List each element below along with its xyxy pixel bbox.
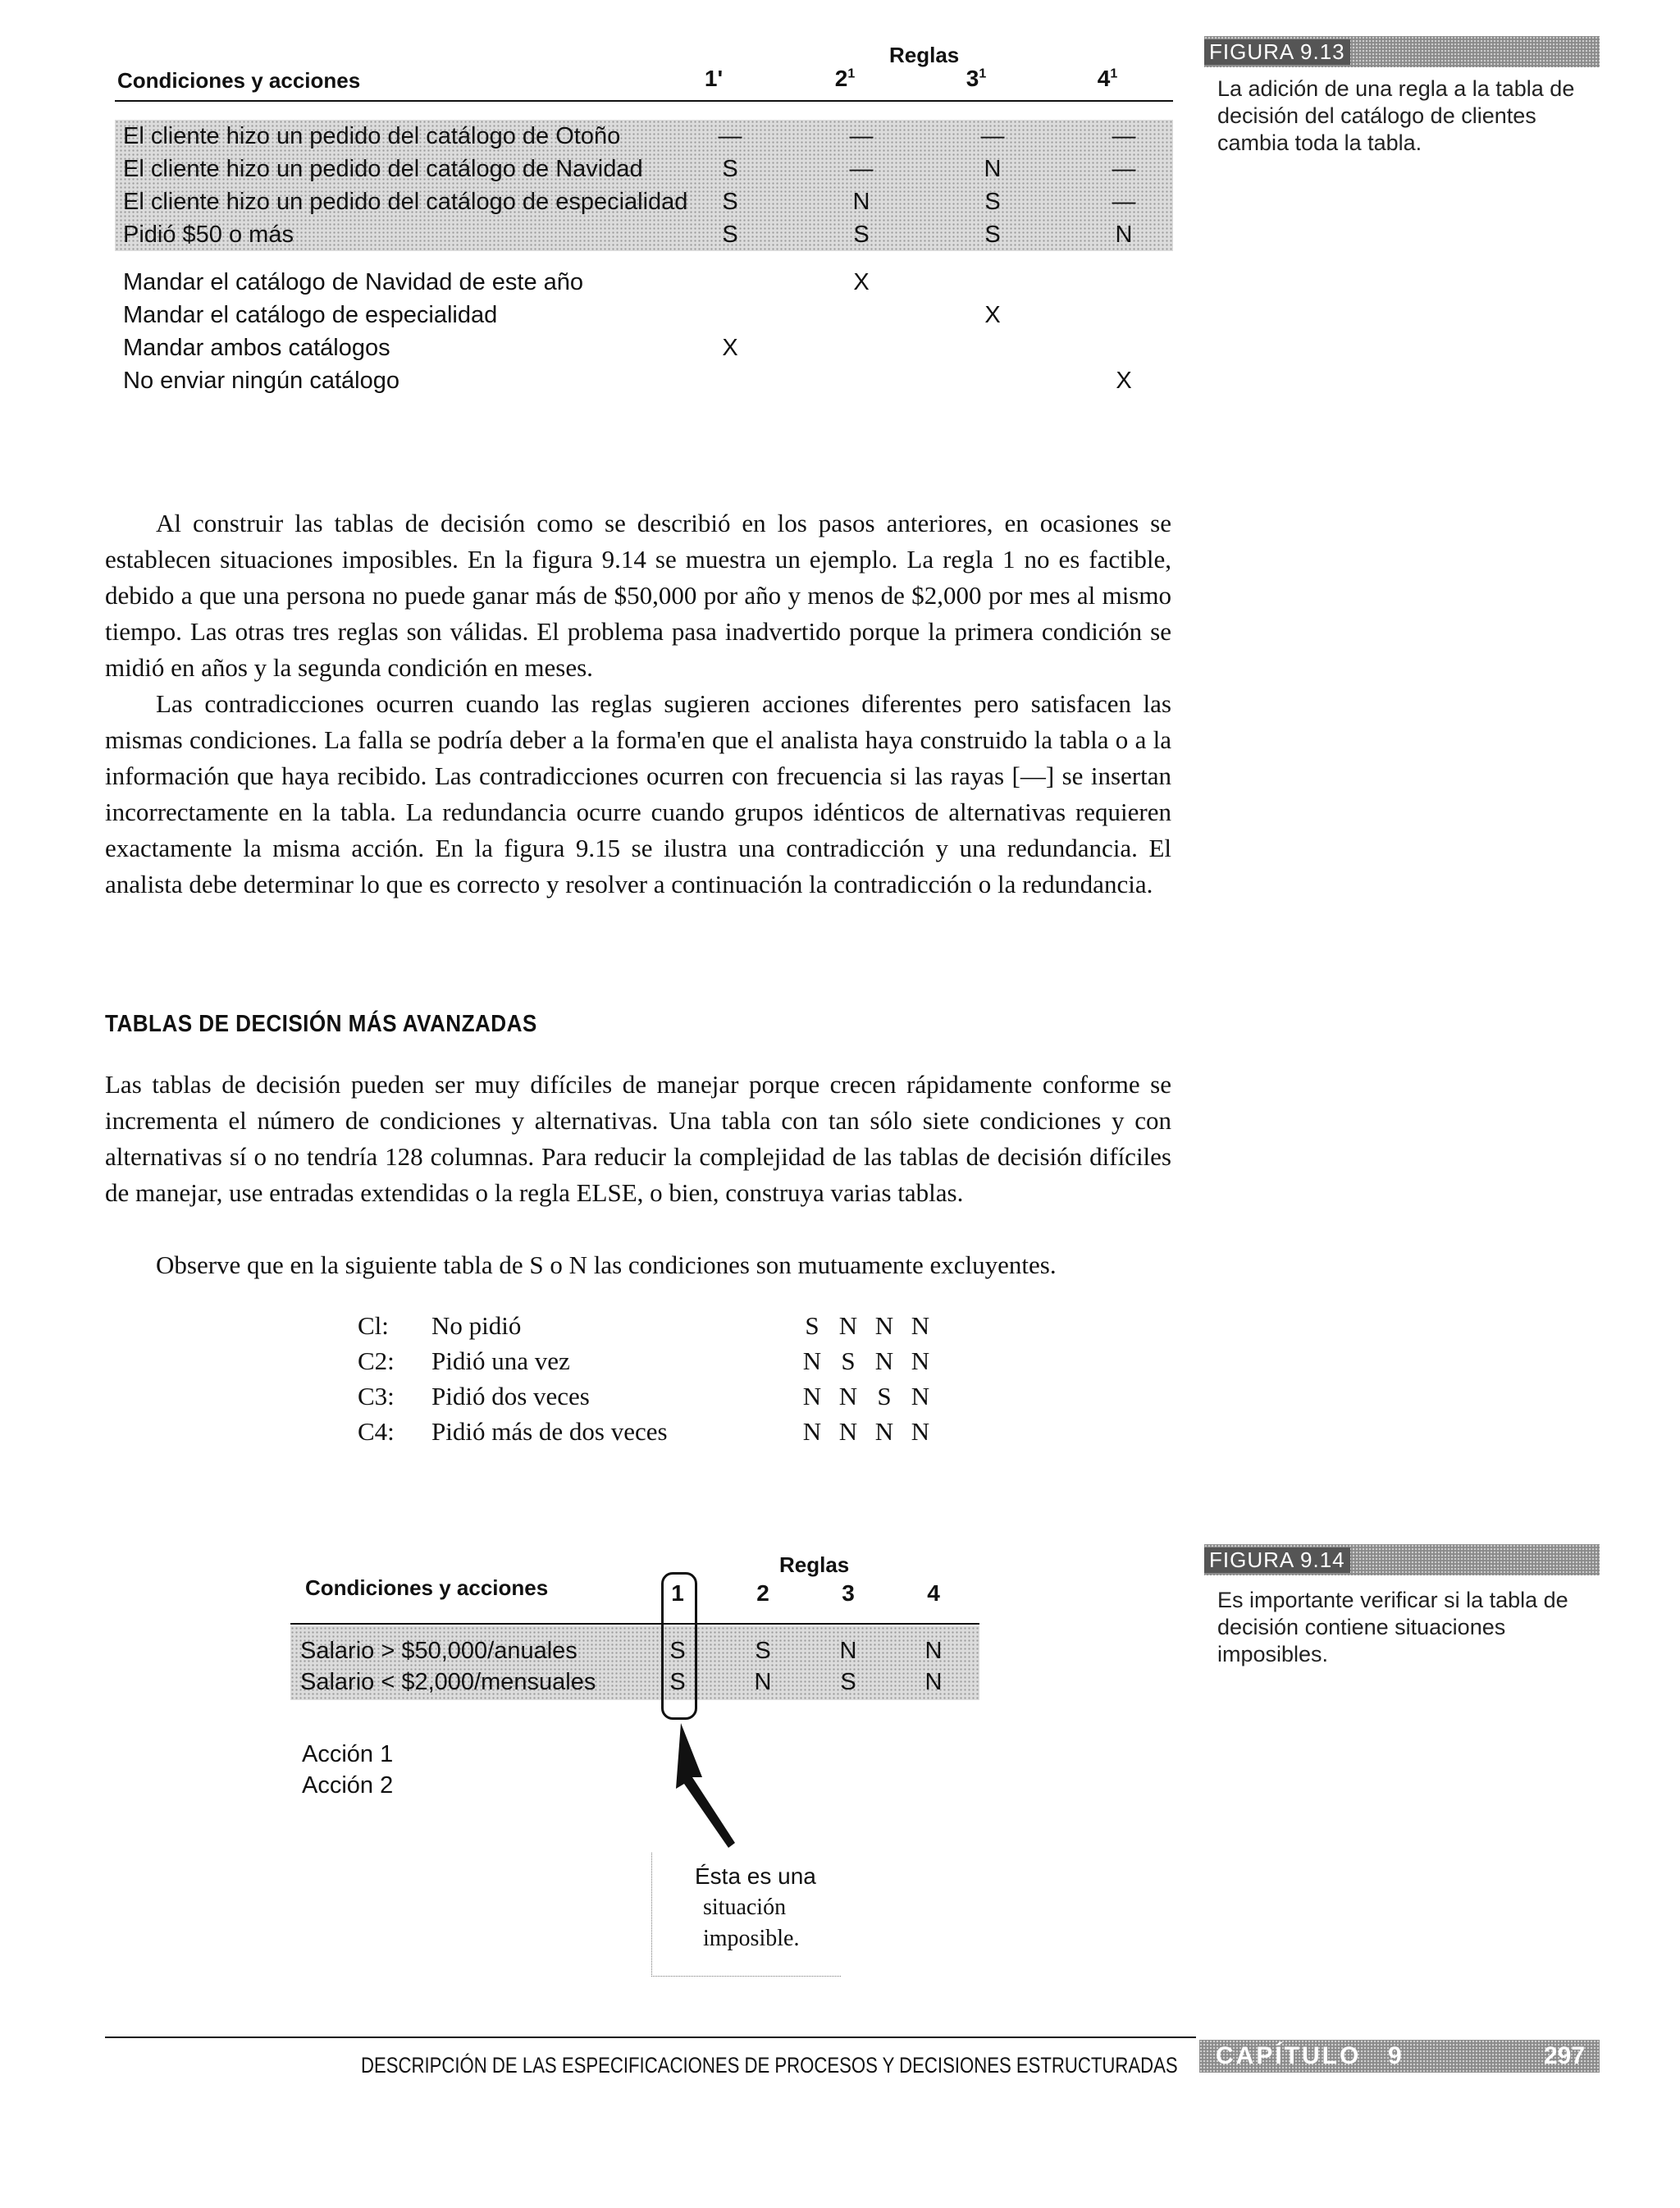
condition-description: No pidió <box>431 1311 522 1340</box>
figure-9-13-badge: FIGURA 9.13 <box>1204 36 1600 67</box>
condition-row <box>115 185 1173 218</box>
condition-row <box>290 1669 979 1702</box>
chapter-label: CAPÍTULO <box>1216 2042 1362 2069</box>
figure-9-13-caption: La adición de una regla a la tabla de decisión del catálogo de clientes cambia toda la tabla. <box>1217 76 1575 155</box>
paragraph-advanced-tables: Las tablas de decisión pueden ser muy difíciles de manejar porque crecen rápidamente conforme se incrementa el número de condiciones y alternativas. Una tabla con tan sólo siete condiciones y con alternativas sí o no tendría 128 columnas. Para reducir la complejidad de las tablas de decisión difíciles de manejar, use entradas extendidas o la regla ELSE, o bien, construya varias tablas. <box>105 1070 1171 1207</box>
condition-label: El cliente hizo un pedido del catálogo de especialidad <box>123 189 688 215</box>
rule-number: 3 <box>842 1580 855 1606</box>
chapter-number: 9 <box>1388 2042 1402 2069</box>
condition-value: N <box>924 1638 943 1664</box>
table-row <box>358 1378 945 1414</box>
action-label: Mandar el catálogo de Navidad de este año <box>123 269 584 295</box>
condition-value: N <box>874 1346 894 1375</box>
condition-value: N <box>924 1669 943 1695</box>
action-value: X <box>984 302 1001 328</box>
condition-value: N <box>802 1382 822 1410</box>
condition-value: S <box>722 189 738 215</box>
condition-code: C2: <box>358 1346 395 1375</box>
header-rule <box>115 100 1173 102</box>
figure-9-14-caption: Es importante verificar si la tabla de decisión contiene situaciones imposibles. <box>1217 1588 1568 1666</box>
condition-label: Salario > $50,000/anuales <box>300 1638 578 1664</box>
action-row <box>115 364 1173 397</box>
footer-title: DESCRIPCIÓN DE LAS ESPECIFICACIONES DE PROCESOS Y DECISIONES ESTRUCTURADAS <box>361 2053 1178 2078</box>
condition-value: S <box>841 1346 856 1375</box>
chapter-badge <box>1199 2040 1600 2073</box>
condition-value: S <box>840 1669 856 1695</box>
condition-value: N <box>838 1417 858 1446</box>
condition-description: Pidió una vez <box>431 1346 570 1375</box>
condition-value: — <box>1112 156 1136 182</box>
condition-value: S <box>853 222 870 248</box>
action-label: Acción 2 <box>302 1772 394 1799</box>
condition-label: Pidió $50 o más <box>123 222 294 248</box>
rule-number: 2 <box>756 1580 769 1606</box>
condition-value: — <box>718 123 742 149</box>
note-line: imposible. <box>703 1926 800 1951</box>
condition-row <box>115 218 1173 251</box>
impossible-situation-note <box>651 1853 841 1977</box>
paragraph-contradictions: Las contradicciones ocurren cuando las reglas sugieren acciones diferentes pero satisfacen las mismas condiciones. La falla se podría deber a la forma'en que el analista haya construido la tabla o a la información que haya recibido. Las contradicciones ocurren con frecuencia si las rayas [—] se insertan incorrectamente en la tabla. La redundancia ocurre cuando grupos idénticos de alternativas requieren exactamente la misma acción. En la figura 9.15 se ilustra una contradicción y una redundancia. El analista debe determinar lo que es correcto y resolver a continuación la contradicción o la redundancia. <box>105 689 1171 898</box>
table-header-label: Condiciones y acciones <box>117 68 361 93</box>
rule-number: 1 <box>671 1580 684 1606</box>
condition-code: C3: <box>358 1382 395 1410</box>
action-row <box>115 266 1173 299</box>
condition-code: Cl: <box>358 1311 389 1340</box>
page-number: 297 <box>1544 2042 1586 2069</box>
condition-value: N <box>852 189 870 215</box>
rule-number: 4 <box>927 1580 940 1606</box>
condition-value: S <box>984 222 1001 248</box>
condition-value: — <box>1112 123 1136 149</box>
condition-description: Pidió más de dos veces <box>431 1417 668 1446</box>
condition-value: N <box>911 1346 930 1375</box>
condition-value: N <box>874 1311 894 1340</box>
condition-value: — <box>1112 189 1136 215</box>
table-header-label: Condiciones y acciones <box>305 1575 549 1600</box>
rule-number: $3^1$ <box>966 66 987 91</box>
table-row <box>358 1308 945 1343</box>
action-label: Acción 1 <box>302 1741 394 1767</box>
footer-rule <box>105 2037 1196 2038</box>
arrow-icon <box>656 1720 755 1851</box>
condition-value: N <box>838 1382 858 1410</box>
rules-label: Reglas <box>889 43 960 67</box>
header-rule <box>290 1623 979 1625</box>
condition-value: N <box>874 1417 894 1446</box>
condition-value: — <box>980 123 1005 149</box>
rule-1-highlight <box>661 1572 697 1720</box>
condition-row <box>115 120 1173 153</box>
condition-value: S <box>755 1638 771 1664</box>
action-value: X <box>853 269 870 295</box>
condition-value: N <box>911 1382 930 1410</box>
condition-value: N <box>1115 222 1133 248</box>
action-label: Mandar ambos catálogos <box>123 335 390 361</box>
figure-9-14-badge: FIGURA 9.14 <box>1204 1544 1600 1575</box>
condition-label: El cliente hizo un pedido del catálogo de Otoño <box>123 123 621 149</box>
condition-value: N <box>802 1346 822 1375</box>
condition-value: N <box>839 1638 857 1664</box>
condition-value: S <box>877 1382 892 1410</box>
rules-label: Reglas <box>779 1552 850 1577</box>
condition-value: N <box>984 156 1002 182</box>
condition-value: S <box>722 156 738 182</box>
condition-label: El cliente hizo un pedido del catálogo de Navidad <box>123 156 643 182</box>
action-value: X <box>1116 368 1132 394</box>
condition-value: S <box>722 222 738 248</box>
condition-code: C4: <box>358 1417 395 1446</box>
figure-9-14-decision-table <box>290 1551 988 1846</box>
condition-label: Salario < $2,000/mensuales <box>300 1669 596 1695</box>
action-label: No enviar ningún catálogo <box>123 368 399 394</box>
paragraph-impossible-situations: Al construir las tablas de decisión como se describió en los pasos anteriores, en ocasiones se establecen situaciones imposibles. En la figura 9.14 se muestra un ejemplo. La regla 1 no es factible, debido a que una persona no puede ganar más de $50,000 por año y menos de $2,000 por mes al mismo tiempo. Las otras tres reglas son válidas. El problema pasa inadvertido porque la primera condición se midió en años y la segunda condición en meses. <box>105 509 1171 682</box>
condition-description: Pidió dos veces <box>431 1382 590 1410</box>
condition-value: S <box>669 1669 686 1695</box>
table-row <box>358 1414 945 1449</box>
condition-value: S <box>805 1311 819 1340</box>
condition-value: N <box>911 1311 930 1340</box>
figure-9-13-decision-table <box>115 41 1173 402</box>
condition-value: N <box>838 1311 858 1340</box>
action-row <box>115 331 1173 364</box>
rule-number: $4^1$ <box>1097 66 1118 91</box>
section-title: TABLAS DE DECISIÓN MÁS AVANZADAS <box>105 1011 537 1037</box>
mutually-exclusive-table <box>358 1308 945 1449</box>
action-row <box>115 299 1173 331</box>
condition-row <box>290 1638 979 1671</box>
condition-value: N <box>911 1417 930 1446</box>
condition-value: — <box>849 123 874 149</box>
table-row <box>358 1343 945 1378</box>
paragraph-mutually-exclusive: Observe que en la siguiente tabla de S o N las condiciones son mutuamente excluyentes. <box>156 1250 1057 1279</box>
condition-value: S <box>669 1638 686 1664</box>
condition-value: S <box>984 189 1001 215</box>
note-line: situación <box>703 1895 787 1920</box>
note-line: Ésta es una <box>695 1863 816 1889</box>
rule-number: 1' <box>704 66 724 91</box>
action-label: Mandar el catálogo de especialidad <box>123 302 498 328</box>
action-value: X <box>722 335 738 361</box>
condition-row <box>115 153 1173 185</box>
condition-value: N <box>754 1669 772 1695</box>
condition-value: N <box>802 1417 822 1446</box>
rule-number: $2^1$ <box>834 66 856 91</box>
condition-value: — <box>849 156 874 182</box>
